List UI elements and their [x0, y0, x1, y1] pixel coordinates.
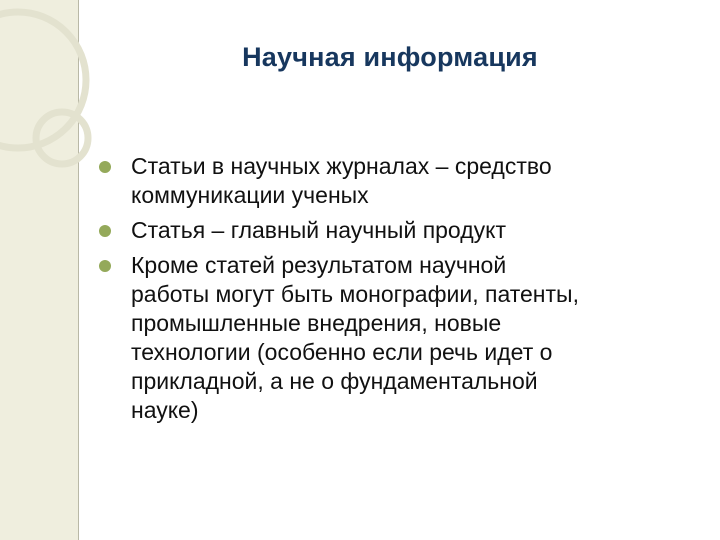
bullet-line: прикладной, а не о фундаментальной [131, 368, 538, 394]
bullet-icon [99, 225, 111, 237]
bullet-item [96, 152, 696, 210]
slide-title: Научная информация [242, 42, 538, 72]
bullet-icon [99, 161, 111, 173]
large-ring [0, 12, 86, 148]
bullet-line: промышленные внедрения, новые [131, 310, 502, 336]
bullet-icon [99, 260, 111, 272]
bullet-line: науке) [131, 397, 199, 423]
bullet-line: технологии (особенно если речь идет о [131, 339, 553, 365]
bullet-list [96, 152, 696, 425]
bullet-item [96, 216, 696, 245]
bullet-item [96, 251, 696, 425]
bullet-line: Статьи в научных журналах – средство [131, 153, 552, 179]
bullet-line: Статья – главный научный продукт [131, 217, 506, 243]
small-ring [36, 112, 88, 164]
bullet-line: Кроме статей результатом научной [131, 252, 507, 278]
bullet-line: коммуникации ученых [131, 182, 369, 208]
bullet-line: работы могут быть монографии, патенты, [131, 281, 579, 307]
